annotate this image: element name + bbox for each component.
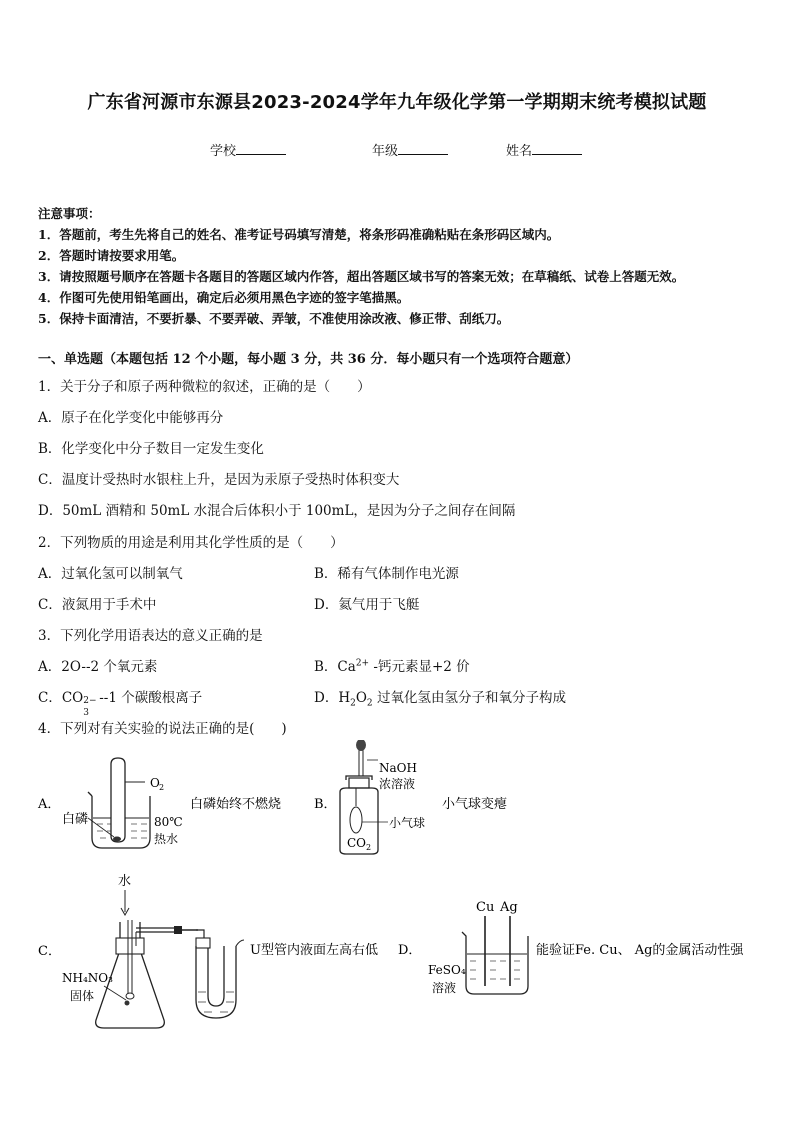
q4-d-cu: Cu [476, 900, 495, 915]
q4-a-letter: A． [38, 797, 61, 812]
figure-c-flask-u-tube [38, 873, 378, 1028]
q4-c-water: 水 [118, 874, 132, 889]
note-item: 3．请按照题号顺序在答题卡各题目的答题区域内作答，超出答题区域书写的答案无效；在草稿纸、试卷上答题无效。 [38, 269, 685, 284]
q4-d-feso4: FeSO₄ [428, 963, 466, 977]
figure-d-metal-beaker [398, 900, 744, 995]
q4-figures [0, 740, 794, 1040]
q4-b-concentrated: 浓溶液 [379, 777, 416, 791]
q3-option-c [38, 686, 203, 718]
q3-b-formula: B．Ca [314, 659, 356, 675]
note-item: 2．答题时请按要求用笔。 [38, 248, 185, 263]
page-title: 广东省河源市东源县2023-2024学年九年级化学第一学期期末统考模拟试题 [87, 92, 707, 113]
figure-a-white-phosphorus-beaker [37, 758, 281, 848]
q1-stem: 1．关于分子和原子两种微粒的叙述，正确的是（ ） [38, 379, 371, 395]
q4-d-ag: Ag [500, 900, 518, 915]
q3-option-b [314, 655, 470, 675]
q4-b-text: 小气球变瘪 [442, 797, 508, 812]
q2-option-d: D．氦气用于飞艇 [314, 597, 420, 613]
q4-d-text: 能验证Fe. Cu、 Ag的金属活动性强 [536, 943, 744, 958]
name-label: 姓名 [506, 144, 533, 159]
school-field [210, 140, 286, 159]
q3-option-d [314, 686, 566, 709]
q4-c-solid: 固体 [70, 989, 95, 1003]
name-blank[interactable] [532, 140, 582, 155]
q4-a-hot-water: 热水 [154, 832, 179, 846]
figure-b-co2-bottle [314, 740, 507, 854]
q1-option-a: A．原子在化学变化中能够再分 [38, 410, 224, 426]
q3-d-sub2: 2 [366, 698, 373, 709]
grade-field [372, 140, 448, 159]
q4-a-o2: O [150, 776, 160, 790]
q4-d-solution: 溶液 [432, 981, 457, 995]
q3-c-charge: 2− [83, 696, 97, 706]
q3-d-text: 过氧化氢由氢分子和氧分子构成 [372, 690, 566, 706]
q2-option-a: A．过氧化氢可以制氧气 [38, 566, 183, 582]
q4-b-co2-sub: 2 [366, 843, 372, 852]
q3-d-formula: D．H [314, 690, 351, 706]
school-blank[interactable] [236, 140, 286, 155]
q3-c-text: --1 个碳酸根离子 [99, 690, 203, 706]
q1-option-b: B．化学变化中分子数目一定发生变化 [38, 441, 264, 457]
q1-option-d: D．50mL 酒精和 50mL 水混合后体积小于 100mL，是因为分子之间存在间隔 [38, 503, 516, 519]
q3-c-subscript: 3 [83, 708, 89, 718]
q4-c-letter: C． [38, 944, 61, 959]
note-item: 1．答题前，考生先将自己的姓名、准考证号码填写清楚，将条形码准确粘贴在条形码区域内。 [38, 227, 560, 242]
q4-c-text: U型管内液面左高右低 [250, 943, 378, 958]
q4-b-letter: B． [314, 797, 337, 812]
q4-a-text: 白磷始终不燃烧 [190, 797, 282, 812]
q4-a-white-phosphorus-label: 白磷 [62, 812, 89, 827]
q4-d-letter: D． [398, 943, 422, 958]
q2-stem: 2．下列物质的用途是利用其化学性质的是（ ） [38, 535, 344, 551]
grade-label: 年级 [372, 144, 399, 159]
q4-stem: 4．下列对有关实验的说法正确的是( ) [38, 721, 287, 737]
q3-option-a: A．2O--2 个氧元素 [38, 659, 158, 675]
grade-blank[interactable] [398, 140, 448, 155]
q4-b-balloon-label: 小气球 [389, 816, 426, 830]
q4-b-co2: CO [347, 836, 367, 850]
school-label: 学校 [210, 144, 237, 159]
q3-stem: 3．下列化学用语表达的意义正确的是 [38, 628, 263, 644]
q3-c-formula: C．CO [38, 690, 84, 706]
q2-option-c: C．液氮用于手术中 [38, 597, 157, 613]
note-item: 5．保持卡面清洁，不要折暴、不要弄破、弄皱，不准使用涂改液、修正带、刮纸刀。 [38, 311, 510, 326]
section-heading: 一、单选题（本题包括 12 个小题，每小题 3 分，共 36 分．每小题只有一个选项符合题意） [38, 352, 579, 367]
q3-d-mid: O [355, 690, 367, 706]
q4-a-temp: 80℃ [154, 815, 183, 829]
q2-option-b: B．稀有气体制作电光源 [314, 566, 459, 582]
q4-a-o2-sub: 2 [159, 783, 165, 792]
name-field [506, 140, 582, 159]
q4-b-naoh: NaOH [379, 761, 417, 775]
notes-heading: 注意事项： [38, 206, 101, 221]
note-item: 4．作图可先使用铅笔画出，确定后必须用黑色字迹的签字笔描黑。 [38, 290, 410, 305]
q1-option-c: C．温度计受热时水银柱上升，是因为汞原子受热时体积变大 [38, 472, 400, 488]
q3-b-text: -钙元素显+2 价 [369, 659, 470, 675]
q4-c-nh4no3: NH₄NO₃ [62, 971, 113, 985]
q3-b-charge: 2+ [355, 658, 370, 669]
q3-d-sub1: 2 [350, 698, 356, 709]
